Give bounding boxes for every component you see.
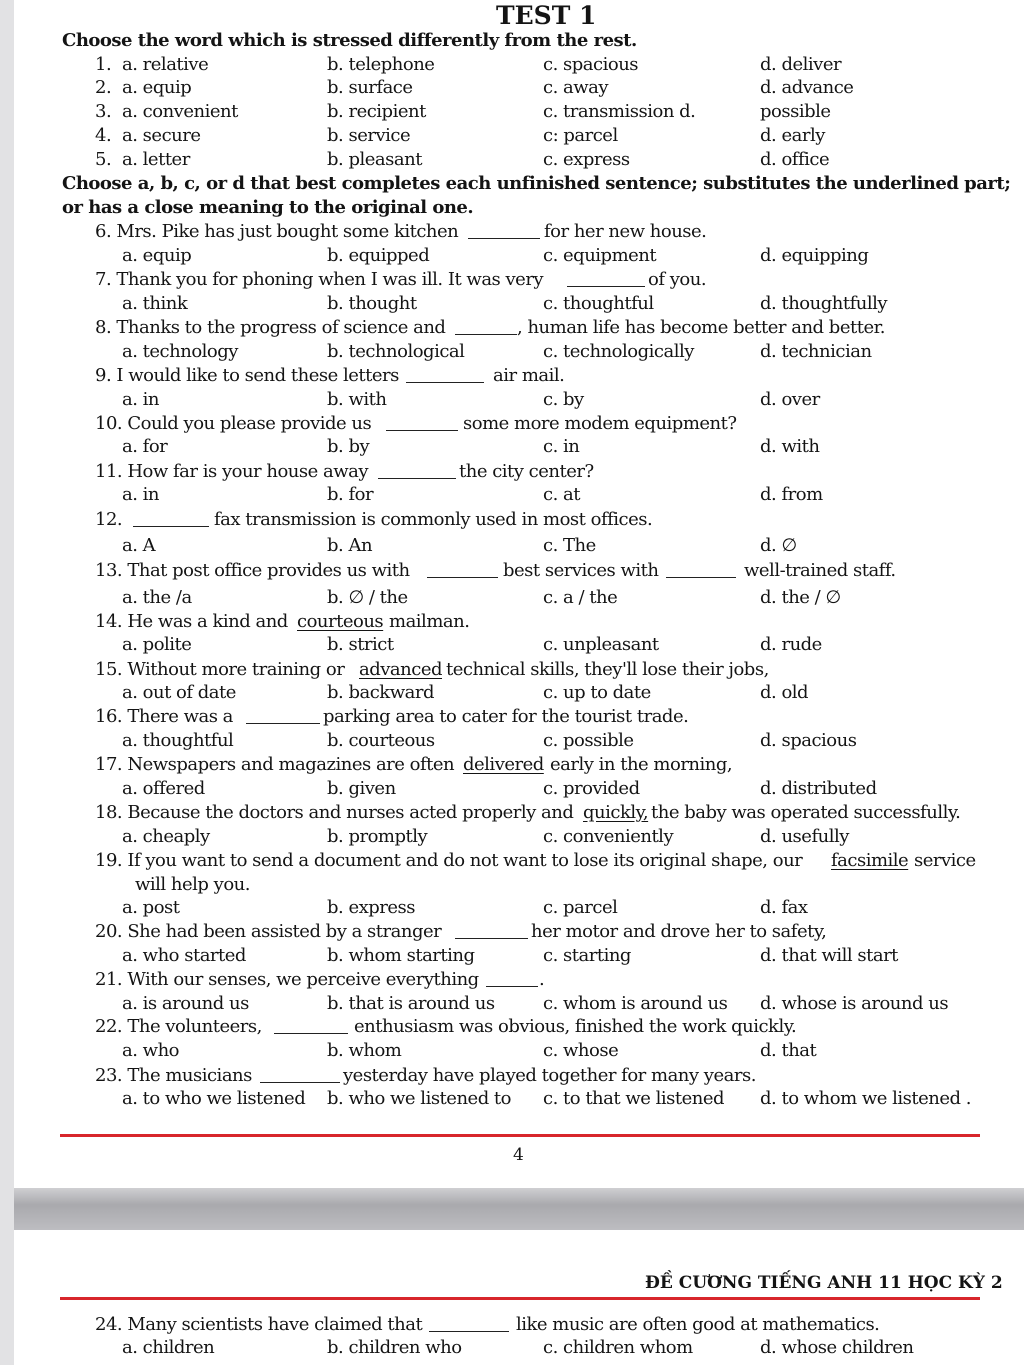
answer-blank <box>468 238 540 239</box>
question-stem: mailman. <box>389 611 470 632</box>
question-stem: technical skills, they'll lose their jobs, <box>446 659 769 680</box>
option-a: a. children <box>122 1337 215 1358</box>
option-d: d. whose is around us <box>760 993 949 1014</box>
question-stem: 24. Many scientists have claimed that <box>95 1314 423 1335</box>
option-d: d. fax <box>760 897 808 918</box>
option-b: b. thought <box>327 293 417 314</box>
option-b: b. promptly <box>327 826 428 847</box>
option-a: a. convenient <box>122 101 238 122</box>
option-a: a. in <box>122 484 160 505</box>
question-stem: 18. Because the doctors and nurses acted properly and <box>95 802 574 823</box>
page-number: 4 <box>513 1145 524 1165</box>
answer-blank <box>429 1331 509 1332</box>
answer-blank <box>486 986 538 987</box>
option-d: possible <box>760 101 831 122</box>
page-header: ĐỀ CƯƠNG TIẾNG ANH 11 HỌC KỲ 2 <box>645 1273 1003 1293</box>
option-b: b. service <box>327 125 411 146</box>
option-d: d. advance <box>760 77 854 98</box>
option-a: a. think <box>122 293 188 314</box>
question-stem: quickly, <box>583 802 649 823</box>
option-a: a. post <box>122 897 180 918</box>
question-stem: 13. That post office provides us with <box>95 560 410 581</box>
option-c: c. children whom <box>543 1337 693 1358</box>
question-stem: 22. The volunteers, <box>95 1016 262 1037</box>
option-d: d. that will start <box>760 945 898 966</box>
option-c: c. to that we listened <box>543 1088 725 1109</box>
question-stem: will help you. <box>135 874 250 895</box>
option-a: a. who started <box>122 945 246 966</box>
question-stem: best services with <box>503 560 659 581</box>
option-b: b. given <box>327 778 396 799</box>
option-c: c: parcel <box>543 125 618 146</box>
question-number: 3. <box>95 101 112 122</box>
option-c: c. unpleasant <box>543 634 659 655</box>
question-stem: 12. <box>95 509 123 530</box>
answer-blank <box>666 577 736 578</box>
question-stem: 10. Could you please provide us <box>95 413 372 434</box>
option-d: d. spacious <box>760 730 857 751</box>
option-c: c. starting <box>543 945 631 966</box>
question-stem: facsimile <box>831 850 909 871</box>
option-b: b. surface <box>327 77 413 98</box>
option-a: a. technology <box>122 341 238 362</box>
answer-blank <box>455 938 528 939</box>
question-stem: some more modem equipment? <box>463 413 737 434</box>
answer-blank <box>133 526 209 527</box>
option-c: c. at <box>543 484 580 505</box>
option-c: c. whose <box>543 1040 619 1061</box>
question-stem: delivered <box>463 754 544 775</box>
answer-blank <box>567 286 645 287</box>
option-a: a. secure <box>122 125 201 146</box>
option-b: b. strict <box>327 634 394 655</box>
header-rule <box>60 1297 980 1300</box>
answer-blank <box>427 577 498 578</box>
option-c: c. equipment <box>543 245 657 266</box>
question-stem: advanced <box>359 659 443 680</box>
question-stem: her motor and drove her to safety, <box>531 921 827 942</box>
question-stem: courteous <box>297 611 384 632</box>
option-c: c. technologically <box>543 341 694 362</box>
question-stem: service <box>914 850 976 871</box>
option-d: d. whose children <box>760 1337 914 1358</box>
question-stem: 6. Mrs. Pike has just bought some kitchen <box>95 221 459 242</box>
option-d: d. office <box>760 149 830 170</box>
question-number: 2. <box>95 77 112 98</box>
option-a: a. A <box>122 535 156 556</box>
question-number: 5. <box>95 149 112 170</box>
question-number: 4. <box>95 125 112 146</box>
answer-blank <box>274 1033 348 1034</box>
section-heading: Choose a, b, c, or d that best completes each unfinished sentence; substitutes the underlined part; <box>62 173 1011 194</box>
question-stem: 8. Thanks to the progress of science and <box>95 317 446 338</box>
question-stem: 9. I would like to send these letters <box>95 365 399 386</box>
option-d: d. over <box>760 389 820 410</box>
option-c: c. a / the <box>543 587 618 608</box>
question-stem: the city center? <box>459 461 594 482</box>
option-c: c. away <box>543 77 609 98</box>
option-c: c. provided <box>543 778 640 799</box>
option-d: d. with <box>760 436 820 457</box>
question-stem: 21. With our senses, we perceive everything <box>95 969 479 990</box>
option-d: d. usefully <box>760 826 849 847</box>
option-c: c. in <box>543 436 580 457</box>
question-stem: the baby was operated successfully. <box>651 802 961 823</box>
answer-blank <box>406 382 484 383</box>
option-d: d. deliver <box>760 54 842 75</box>
option-c: c. The <box>543 535 596 556</box>
option-b: b. recipient <box>327 101 426 122</box>
option-a: a. offered <box>122 778 205 799</box>
option-d: d. equipping <box>760 245 869 266</box>
answer-blank <box>378 478 456 479</box>
option-c: c. express <box>543 149 630 170</box>
option-a: a. relative <box>122 54 209 75</box>
option-b: b. that is around us <box>327 993 495 1014</box>
option-b: b. courteous <box>327 730 435 751</box>
option-b: b. telephone <box>327 54 435 75</box>
question-stem: 17. Newspapers and magazines are often <box>95 754 455 775</box>
option-c: c. transmission d. <box>543 101 696 122</box>
option-a: a. for <box>122 436 168 457</box>
option-a: a. in <box>122 389 160 410</box>
question-stem: , human life has become better and better. <box>517 317 885 338</box>
option-d: d. thoughtfully <box>760 293 888 314</box>
option-b: b. An <box>327 535 373 556</box>
option-d: d. that <box>760 1040 817 1061</box>
option-a: a. cheaply <box>122 826 210 847</box>
option-b: b. ∅ / the <box>327 587 408 608</box>
question-stem: of you. <box>648 269 707 290</box>
question-stem: 19. If you want to send a document and do not want to lose its original shape, our <box>95 850 803 871</box>
option-a: a. thoughtful <box>122 730 234 751</box>
option-d: d. the / ∅ <box>760 587 841 608</box>
option-d: d. early <box>760 125 825 146</box>
option-c: c. parcel <box>543 897 618 918</box>
option-d: d. rude <box>760 634 822 655</box>
option-b: b. who we listened to <box>327 1088 512 1109</box>
option-a: a. polite <box>122 634 192 655</box>
option-b: b. for <box>327 484 374 505</box>
option-a: a. equip <box>122 245 192 266</box>
option-d: d. to whom we listened . <box>760 1088 972 1109</box>
option-d: d. distributed <box>760 778 877 799</box>
section-heading: or has a close meaning to the original one. <box>62 197 474 218</box>
option-b: b. backward <box>327 682 434 703</box>
question-number: 1. <box>95 54 112 75</box>
page-rule <box>60 1134 980 1137</box>
option-a: a. equip <box>122 77 192 98</box>
question-stem: 16. There was a <box>95 706 233 727</box>
question-stem: 15. Without more training or <box>95 659 345 680</box>
question-stem: 20. She had been assisted by a stranger <box>95 921 442 942</box>
option-a: a. to who we listened <box>122 1088 306 1109</box>
answer-blank <box>455 334 517 335</box>
question-stem: for her new house. <box>544 221 707 242</box>
option-b: b. equipped <box>327 245 430 266</box>
option-c: c. up to date <box>543 682 651 703</box>
question-stem: yesterday have played together for many years. <box>343 1065 756 1086</box>
question-stem: early in the morning, <box>550 754 733 775</box>
option-c: c. possible <box>543 730 634 751</box>
question-stem: fax transmission is commonly used in most offices. <box>214 509 653 530</box>
option-c: c. thoughtful <box>543 293 654 314</box>
option-b: b. express <box>327 897 416 918</box>
option-d: d. technician <box>760 341 872 362</box>
option-a: a. the /a <box>122 587 192 608</box>
question-stem: air mail. <box>493 365 565 386</box>
question-stem: 14. He was a kind and <box>95 611 288 632</box>
option-b: b. with <box>327 389 387 410</box>
answer-blank <box>246 723 320 724</box>
question-stem: . <box>539 969 545 990</box>
question-stem: well-trained staff. <box>744 560 896 581</box>
option-b: b. whom starting <box>327 945 475 966</box>
option-c: c. conveniently <box>543 826 674 847</box>
option-a: a. letter <box>122 149 190 170</box>
question-stem: parking area to cater for the tourist trade. <box>323 706 689 727</box>
option-a: a. is around us <box>122 993 249 1014</box>
option-d: d. old <box>760 682 809 703</box>
question-stem: 23. The musicians <box>95 1065 252 1086</box>
question-stem: enthusiasm was obvious, finished the work quickly. <box>354 1016 797 1037</box>
option-a: a. out of date <box>122 682 236 703</box>
option-a: a. who <box>122 1040 180 1061</box>
option-d: d. from <box>760 484 823 505</box>
page-gap <box>14 1188 1024 1230</box>
question-stem: like music are often good at mathematics. <box>516 1314 880 1335</box>
question-stem: 11. How far is your house away <box>95 461 369 482</box>
option-c: c. by <box>543 389 584 410</box>
option-b: b. by <box>327 436 370 457</box>
option-c: c. whom is around us <box>543 993 728 1014</box>
answer-blank <box>386 430 458 431</box>
question-stem: 7. Thank you for phoning when I was ill. It was very <box>95 269 544 290</box>
page-title: TEST 1 <box>496 1 597 30</box>
option-c: c. spacious <box>543 54 639 75</box>
option-b: b. technological <box>327 341 465 362</box>
option-b: b. whom <box>327 1040 402 1061</box>
answer-blank <box>260 1082 340 1083</box>
option-b: b. children who <box>327 1337 462 1358</box>
option-d: d. ∅ <box>760 535 797 556</box>
section-heading: Choose the word which is stressed differently from the rest. <box>62 30 637 51</box>
option-b: b. pleasant <box>327 149 422 170</box>
